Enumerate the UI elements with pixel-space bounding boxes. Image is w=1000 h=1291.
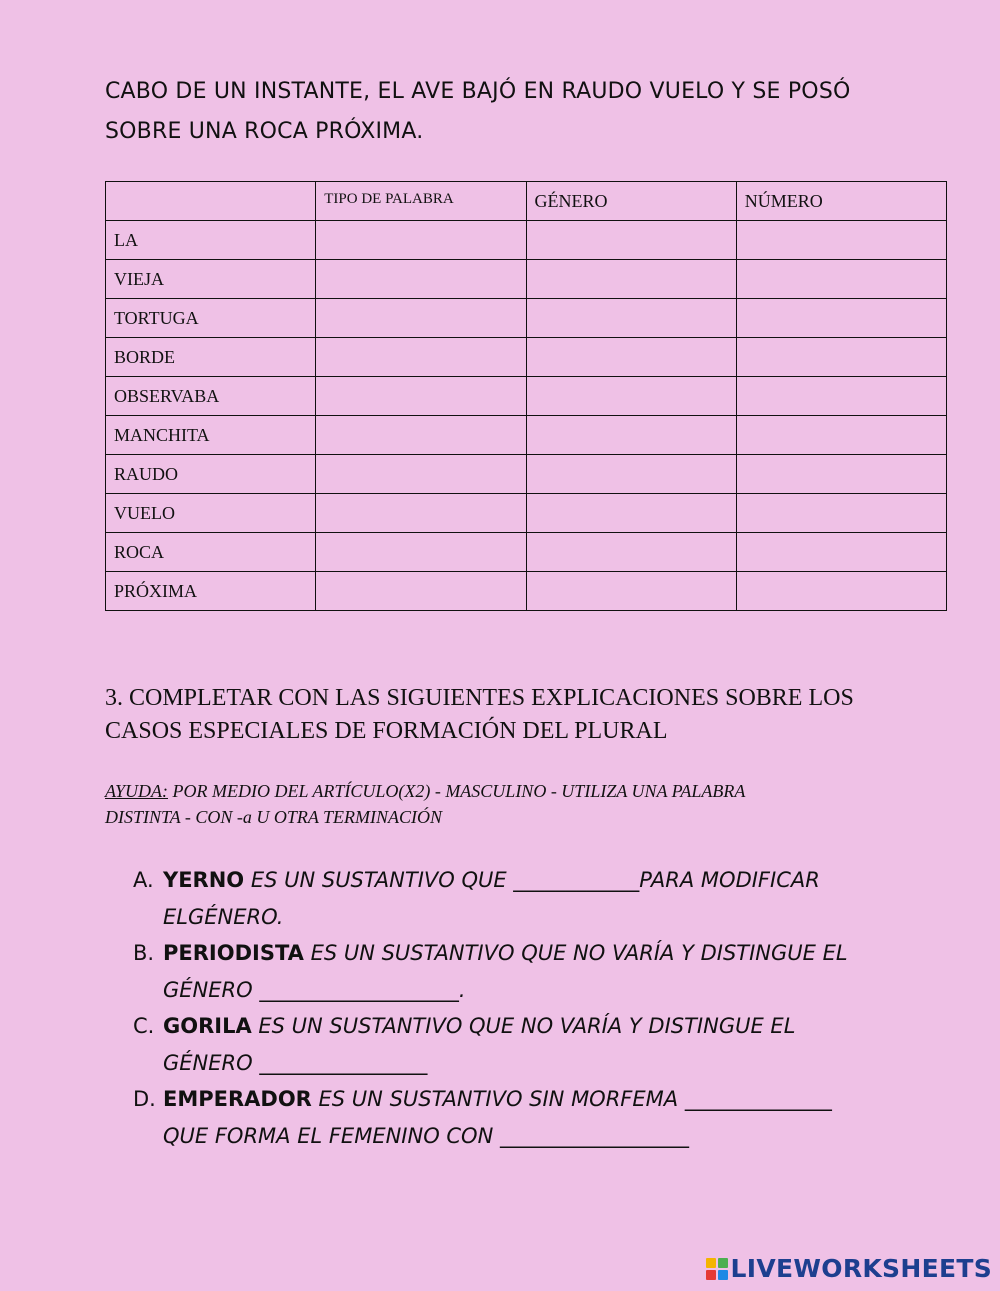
list-item (133, 1008, 953, 1081)
item-marker: A. (133, 868, 154, 892)
list-item (133, 862, 953, 935)
help-label: AYUDA: (105, 781, 168, 801)
item-line-2[interactable]: QUE FORMA EL FEMENINO CON __________________ (163, 1123, 689, 1148)
table-row (106, 260, 947, 299)
answer-cell-tipo[interactable] (316, 377, 526, 416)
item-marker: D. (133, 1087, 156, 1111)
item-line-2[interactable]: GÉNERO ________________ (163, 1050, 428, 1075)
help-line-1 (105, 778, 965, 804)
logo-mark-icon (706, 1258, 728, 1280)
list-item (133, 1081, 953, 1154)
word-cell: OBSERVABA (106, 377, 316, 416)
table-row (106, 494, 947, 533)
logo-text: LIVEWORKSHEETS (730, 1254, 992, 1283)
answer-cell-genero[interactable] (526, 533, 736, 572)
logo-square (718, 1270, 728, 1280)
item-line-1: ES UN SUSTANTIVO QUE NO VARÍA Y DISTINGUE EL (251, 1014, 796, 1038)
word-cell: VUELO (106, 494, 316, 533)
intro-line-2: SOBRE UNA ROCA PRÓXIMA. (105, 119, 424, 144)
item-marker: C. (133, 1014, 155, 1038)
answer-cell-numero[interactable] (736, 455, 946, 494)
heading-line-2: CASOS ESPECIALES DE FORMACIÓN DEL PLURAL (105, 718, 668, 744)
item-line-1[interactable]: ES UN SUSTANTIVO QUE ____________PARA MODIFICAR (244, 868, 820, 892)
table-row (106, 572, 947, 611)
item-line-2[interactable]: GÉNERO ___________________. (163, 977, 466, 1002)
answer-cell-genero[interactable] (526, 455, 736, 494)
answer-cell-numero[interactable] (736, 299, 946, 338)
answer-cell-genero[interactable] (526, 338, 736, 377)
intro-line-1: CABO DE UN INSTANTE, EL AVE BAJÓ EN RAUDO VUELO Y SE POSÓ (105, 79, 851, 104)
logo-square (706, 1258, 716, 1268)
answer-cell-numero[interactable] (736, 494, 946, 533)
word-cell: PRÓXIMA (106, 572, 316, 611)
item-marker: B. (133, 941, 155, 965)
word-cell: MANCHITA (106, 416, 316, 455)
answer-cell-genero[interactable] (526, 572, 736, 611)
word-cell: TORTUGA (106, 299, 316, 338)
table-row (106, 338, 947, 377)
table-row (106, 377, 947, 416)
header-cell-numero: NÚMERO (736, 182, 946, 221)
answer-cell-genero[interactable] (526, 260, 736, 299)
list-item (133, 935, 953, 1008)
header-cell-blank (106, 182, 316, 221)
answer-cell-numero[interactable] (736, 221, 946, 260)
help-box (105, 778, 965, 830)
logo-square (718, 1258, 728, 1268)
answer-cell-tipo[interactable] (316, 338, 526, 377)
table-row (106, 221, 947, 260)
help-text-1: POR MEDIO DEL ARTÍCULO(X2) - MASCULINO - UTILIZA UNA PALABRA (168, 781, 746, 801)
table-row (106, 455, 947, 494)
answer-cell-genero[interactable] (526, 416, 736, 455)
answer-cell-genero[interactable] (526, 494, 736, 533)
answer-cell-genero[interactable] (526, 221, 736, 260)
answer-cell-tipo[interactable] (316, 221, 526, 260)
help-line-2: DISTINTA - CON -a U OTRA TERMINACIÓN (105, 807, 443, 827)
answer-cell-tipo[interactable] (316, 572, 526, 611)
answer-cell-tipo[interactable] (316, 494, 526, 533)
answer-cell-numero[interactable] (736, 377, 946, 416)
item-keyword: YERNO (163, 868, 245, 892)
answer-cell-tipo[interactable] (316, 533, 526, 572)
table-row (106, 533, 947, 572)
answer-cell-numero[interactable] (736, 572, 946, 611)
item-line-2: ELGÉNERO. (163, 904, 284, 929)
word-cell: VIEJA (106, 260, 316, 299)
answer-cell-genero[interactable] (526, 377, 736, 416)
answer-cell-numero[interactable] (736, 338, 946, 377)
word-analysis-table (105, 181, 947, 611)
header-cell-genero: GÉNERO (526, 182, 736, 221)
word-cell: RAUDO (106, 455, 316, 494)
heading-line-1: 3. COMPLETAR CON LAS SIGUIENTES EXPLICACIONES SOBRE LOS (105, 685, 854, 711)
table-header-row (106, 182, 947, 221)
answer-cell-tipo[interactable] (316, 455, 526, 494)
item-keyword: PERIODISTA (163, 941, 304, 965)
answer-cell-tipo[interactable] (316, 260, 526, 299)
table-row (106, 299, 947, 338)
answer-cell-numero[interactable] (736, 533, 946, 572)
item-keyword: GORILA (163, 1014, 252, 1038)
answer-cell-numero[interactable] (736, 416, 946, 455)
answer-cell-genero[interactable] (526, 299, 736, 338)
word-cell: BORDE (106, 338, 316, 377)
table-row (106, 416, 947, 455)
item-line-1[interactable]: ES UN SUSTANTIVO SIN MORFEMA ______________ (311, 1087, 832, 1111)
answer-cell-tipo[interactable] (316, 299, 526, 338)
logo-square (706, 1270, 716, 1280)
header-cell-tipo: TIPO DE PALABRA (316, 182, 526, 221)
word-cell: ROCA (106, 533, 316, 572)
exercise-list (133, 862, 953, 1154)
section-3-heading (105, 682, 965, 748)
answer-cell-numero[interactable] (736, 260, 946, 299)
item-keyword: EMPERADOR (163, 1087, 312, 1111)
word-cell: LA (106, 221, 316, 260)
item-line-1: ES UN SUSTANTIVO QUE NO VARÍA Y DISTINGUE EL (303, 941, 848, 965)
answer-cell-tipo[interactable] (316, 416, 526, 455)
liveworksheets-logo (706, 1254, 992, 1283)
intro-text (105, 72, 955, 152)
